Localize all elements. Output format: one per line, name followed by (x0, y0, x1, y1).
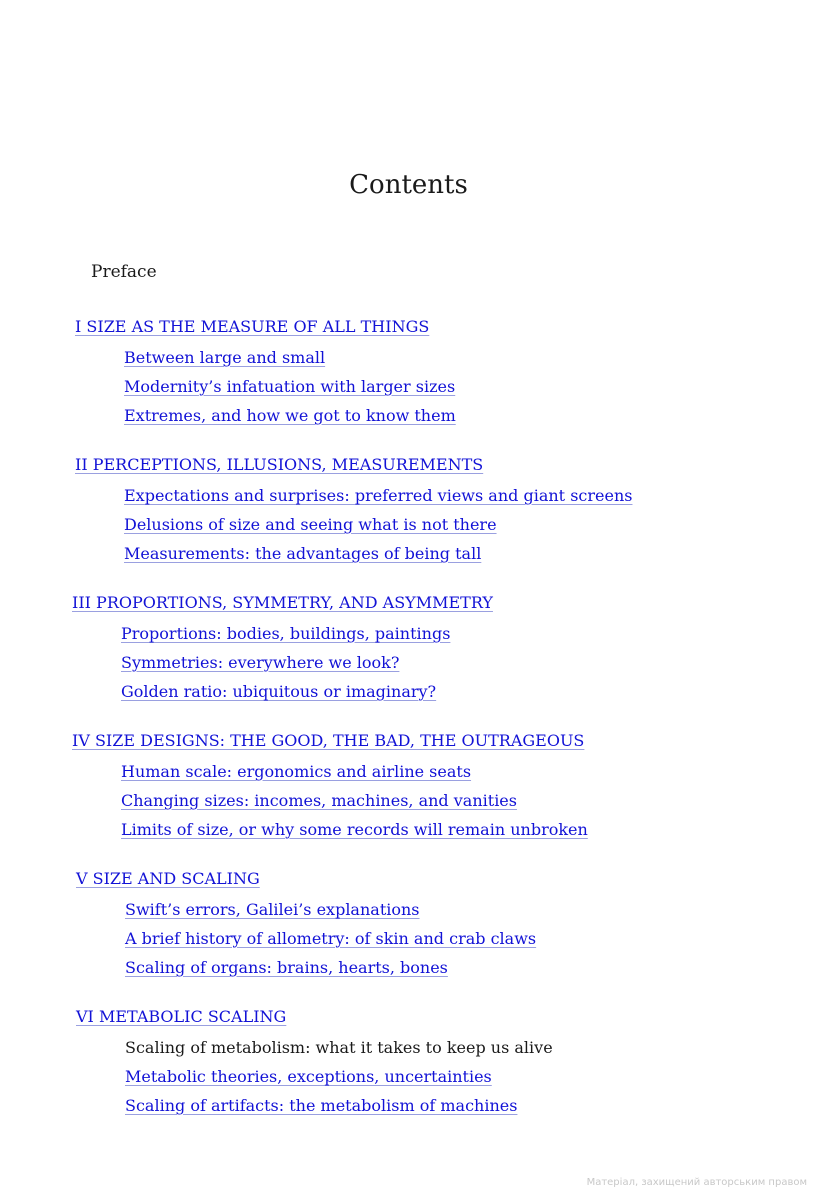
chapter-link[interactable]: Scaling of artifacts: the metabolism of machines (125, 1096, 518, 1115)
chapter-item (121, 619, 493, 648)
chapter-link[interactable]: Limits of size, or why some records will remain unbroken (121, 820, 588, 839)
chapter-link[interactable]: Human scale: ergonomics and airline seats (121, 762, 472, 781)
chapter-item (121, 815, 588, 844)
chapter-text: Scaling of metabolism: what it takes to keep us alive (125, 1038, 553, 1057)
chapter-item (125, 953, 536, 982)
chapter-item (125, 1091, 553, 1120)
chapter-item (121, 677, 493, 706)
part-1 (75, 317, 456, 430)
chapter-item (124, 481, 632, 510)
part-4 (72, 731, 588, 844)
page-title: Contents (349, 170, 468, 200)
chapter-link[interactable]: Between large and small (124, 348, 326, 367)
chapter-item (121, 786, 588, 815)
chapter-item (125, 1033, 553, 1062)
chapter-item (121, 757, 588, 786)
chapter-item (125, 1062, 553, 1091)
part-6 (76, 1007, 553, 1120)
chapter-link[interactable]: Scaling of organs: brains, hearts, bones (125, 958, 448, 977)
preface-entry: Preface (91, 262, 157, 282)
chapter-item (124, 343, 456, 372)
chapter-link[interactable]: Symmetries: everywhere we look? (121, 653, 400, 672)
chapter-item (124, 401, 456, 430)
part-1-title[interactable]: I SIZE AS THE MEASURE OF ALL THINGS (75, 317, 430, 336)
part-3-title[interactable]: III PROPORTIONS, SYMMETRY, AND ASYMMETRY (72, 593, 493, 612)
chapter-item (124, 539, 632, 568)
chapter-link[interactable]: Measurements: the advantages of being tall (124, 544, 482, 563)
chapter-item (124, 510, 632, 539)
chapter-item (125, 924, 536, 953)
part-2-title[interactable]: II PERCEPTIONS, ILLUSIONS, MEASUREMENTS (75, 455, 484, 474)
chapter-link[interactable]: Proportions: bodies, buildings, paintings (121, 624, 451, 643)
chapter-link[interactable]: Expectations and surprises: preferred views and giant screens (124, 486, 633, 505)
chapter-link[interactable]: Golden ratio: ubiquitous or imaginary? (121, 682, 437, 701)
part-5 (76, 869, 536, 982)
chapter-link[interactable]: Swift’s errors, Galilei’s explanations (125, 900, 420, 919)
chapter-link[interactable]: Modernity’s infatuation with larger sizes (124, 377, 456, 396)
part-6-title[interactable]: VI METABOLIC SCALING (76, 1007, 287, 1026)
chapter-link[interactable]: Changing sizes: incomes, machines, and vanities (121, 791, 517, 810)
chapter-link[interactable]: Metabolic theories, exceptions, uncertainties (125, 1067, 492, 1086)
chapter-link[interactable]: A brief history of allometry: of skin and crab claws (125, 929, 537, 948)
copyright-watermark: Матеріал, захищений авторським правом (586, 1177, 807, 1188)
part-5-title[interactable]: V SIZE AND SCALING (76, 869, 260, 888)
part-4-title[interactable]: IV SIZE DESIGNS: THE GOOD, THE BAD, THE OUTRAGEOUS (72, 731, 585, 750)
chapter-item (125, 895, 536, 924)
chapter-link[interactable]: Delusions of size and seeing what is not there (124, 515, 497, 534)
part-2 (75, 455, 632, 568)
chapter-item (121, 648, 493, 677)
part-3 (72, 593, 493, 706)
chapter-item (124, 372, 456, 401)
chapter-link[interactable]: Extremes, and how we got to know them (124, 406, 456, 425)
